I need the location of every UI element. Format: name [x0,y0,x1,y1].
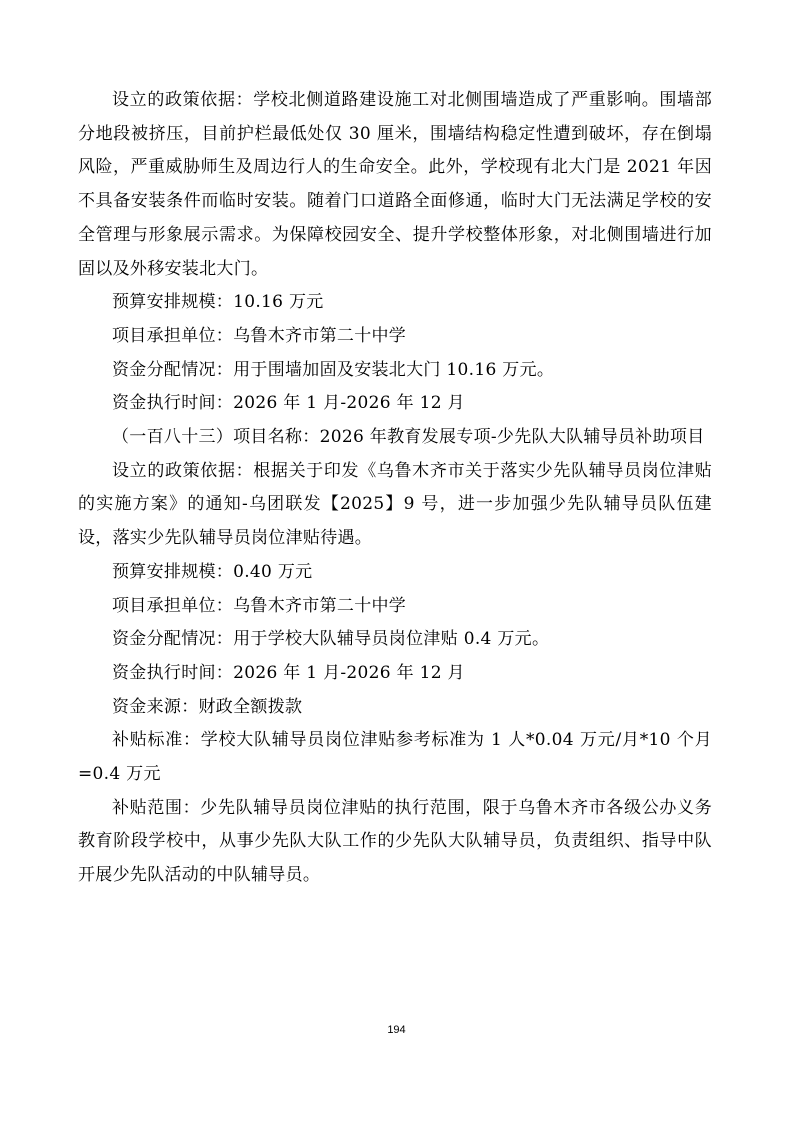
paragraph-policy-basis-north-gate: 设立的政策依据：学校北侧道路建设施工对北侧围墙造成了严重影响。围墙部分地段被挤压，目前护栏最低处仅 30 厘米，围墙结构稳定性遭到破坏，存在倒塌风险，严重威胁师生及周边行人的生命安全。此外，学校现有北大门是 2021 年因不具备安装条件而临时安装。随着门口道路全面修通，临时大门无法满足学校的安全管理与形象展示需求。为保障校园安全、提升学校整体形象，对北侧围墙进行加固以及外移安装北大门。 [78,90,712,279]
paragraph-project-title-183: （一百八十三）项目名称：2026 年教育发展专项-少先队大队辅导员补助项目 [112,427,705,448]
paragraph-responsible-unit: 项目承担单位：乌鲁木齐市第二十中学 [112,325,407,346]
paragraph-fund-allocation-2: 资金分配情况：用于学校大队辅导员岗位津贴 0.4 万元。 [112,629,550,650]
page-number: 194 [387,1024,406,1036]
paragraph-subsidy-standard: 补贴标准：学校大队辅导员岗位津贴参考标准为 1 人*0.04 万元/月*10 个月=0.4 万元 [78,730,712,785]
paragraph-subsidy-scope: 补贴范围：少先队辅导员岗位津贴的执行范围，限于乌鲁木齐市各级公办义务教育阶段学校中，从事少先队大队工作的少先队大队辅导员，负责组织、指导中队开展少先队活动的中队辅导员。 [78,797,712,886]
paragraph-budget-scale: 预算安排规模：10.16 万元 [112,292,324,313]
paragraph-budget-scale-2: 预算安排规模：0.40 万元 [112,561,313,582]
paragraph-responsible-unit-2: 项目承担单位：乌鲁木齐市第二十中学 [112,595,407,616]
document-body [78,84,712,893]
paragraph-fund-allocation: 资金分配情况：用于围墙加固及安装北大门 10.16 万元。 [112,359,555,380]
paragraph-execution-time: 资金执行时间：2026 年 1 月-2026 年 12 月 [112,393,465,414]
paragraph-policy-basis-pioneer: 设立的政策依据：根据关于印发《乌鲁木齐市关于落实少先队辅导员岗位津贴的实施方案》的通知-乌团联发【2025】9 号，进一步加强少先队辅导员队伍建设，落实少先队辅导员岗位津贴待遇。 [78,460,712,549]
paragraph-execution-time-2: 资金执行时间：2026 年 1 月-2026 年 12 月 [112,662,465,683]
paragraph-fund-source: 资金来源：财政全额拨款 [112,696,303,717]
